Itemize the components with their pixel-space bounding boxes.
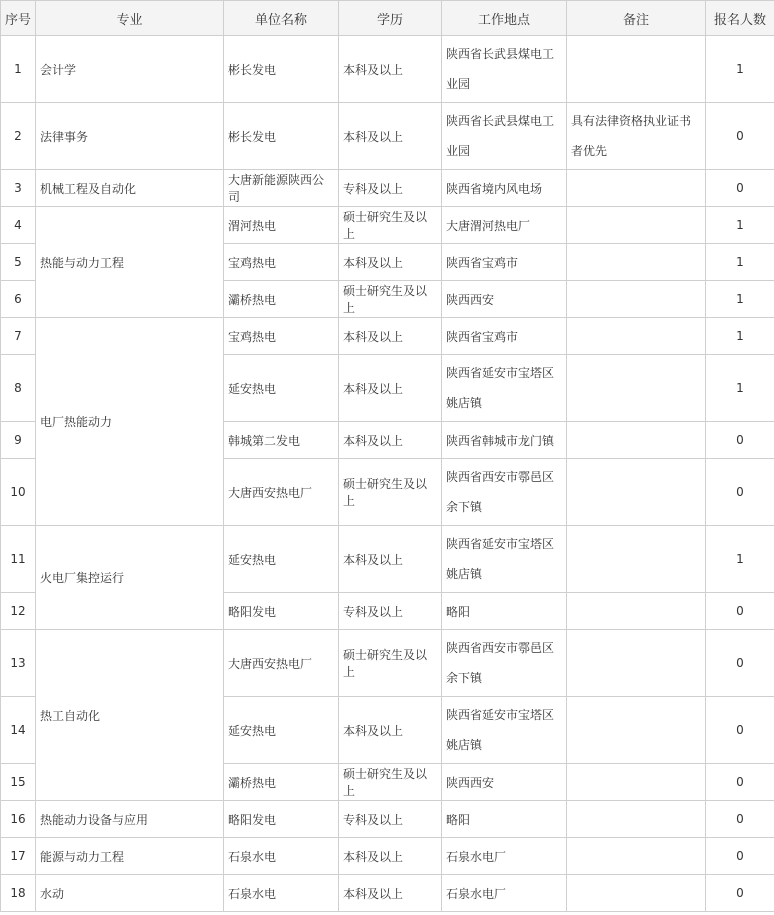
cell-location: 略阳 (442, 801, 567, 838)
cell-note (567, 281, 706, 318)
cell-no: 6 (1, 281, 36, 318)
header-unit: 单位名称 (224, 1, 339, 36)
cell-no: 9 (1, 422, 36, 459)
header-row (1, 1, 774, 36)
cell-count: 0 (706, 838, 774, 875)
cell-note (567, 630, 706, 697)
cell-note (567, 36, 706, 103)
table-row (1, 630, 774, 697)
cell-location: 陕西省延安市宝塔区姚店镇 (442, 526, 567, 593)
cell-unit: 石泉水电 (224, 838, 339, 875)
cell-education: 本科及以上 (339, 103, 442, 170)
cell-count: 0 (706, 593, 774, 630)
cell-count: 0 (706, 764, 774, 801)
cell-education: 本科及以上 (339, 36, 442, 103)
cell-education: 本科及以上 (339, 875, 442, 912)
cell-no: 7 (1, 318, 36, 355)
cell-major: 热能与动力工程 (36, 207, 224, 318)
cell-location: 陕西省长武县煤电工业园 (442, 36, 567, 103)
table-row (1, 875, 774, 912)
cell-count: 1 (706, 207, 774, 244)
cell-location: 石泉水电厂 (442, 875, 567, 912)
cell-unit: 延安热电 (224, 526, 339, 593)
cell-location: 陕西省长武县煤电工业园 (442, 103, 567, 170)
table-row (1, 36, 774, 103)
cell-education: 本科及以上 (339, 697, 442, 764)
cell-note (567, 244, 706, 281)
header-count: 报名人数 (706, 1, 774, 36)
cell-education: 硕士研究生及以上 (339, 207, 442, 244)
cell-major: 热工自动化 (36, 630, 224, 801)
cell-unit: 彬长发电 (224, 36, 339, 103)
cell-education: 本科及以上 (339, 244, 442, 281)
cell-education: 硕士研究生及以上 (339, 281, 442, 318)
cell-no: 4 (1, 207, 36, 244)
cell-count: 0 (706, 875, 774, 912)
cell-major: 机械工程及自动化 (36, 170, 224, 207)
cell-location: 陕西省西安市鄠邑区余下镇 (442, 459, 567, 526)
cell-major: 法律事务 (36, 103, 224, 170)
cell-note (567, 801, 706, 838)
cell-note (567, 875, 706, 912)
cell-location: 略阳 (442, 593, 567, 630)
cell-note (567, 422, 706, 459)
header-note: 备注 (567, 1, 706, 36)
cell-unit: 宝鸡热电 (224, 244, 339, 281)
cell-no: 5 (1, 244, 36, 281)
cell-education: 本科及以上 (339, 422, 442, 459)
cell-no: 3 (1, 170, 36, 207)
cell-note (567, 526, 706, 593)
cell-unit: 延安热电 (224, 697, 339, 764)
cell-major: 水动 (36, 875, 224, 912)
cell-location: 陕西省宝鸡市 (442, 244, 567, 281)
table-row (1, 801, 774, 838)
cell-note (567, 838, 706, 875)
table-row (1, 526, 774, 593)
header-major: 专业 (36, 1, 224, 36)
cell-count: 1 (706, 355, 774, 422)
cell-unit: 大唐新能源陕西公司 (224, 170, 339, 207)
cell-note: 具有法律资格执业证书者优先 (567, 103, 706, 170)
cell-count: 0 (706, 103, 774, 170)
cell-unit: 灞桥热电 (224, 281, 339, 318)
cell-note (567, 207, 706, 244)
cell-unit: 灞桥热电 (224, 764, 339, 801)
cell-location: 大唐渭河热电厂 (442, 207, 567, 244)
cell-location: 陕西省境内风电场 (442, 170, 567, 207)
cell-major: 会计学 (36, 36, 224, 103)
cell-unit: 石泉水电 (224, 875, 339, 912)
cell-education: 专科及以上 (339, 170, 442, 207)
cell-unit: 延安热电 (224, 355, 339, 422)
cell-location: 陕西省韩城市龙门镇 (442, 422, 567, 459)
cell-count: 1 (706, 36, 774, 103)
cell-count: 0 (706, 801, 774, 838)
cell-no: 18 (1, 875, 36, 912)
table-row (1, 207, 774, 244)
cell-major: 能源与动力工程 (36, 838, 224, 875)
cell-no: 2 (1, 103, 36, 170)
cell-unit: 大唐西安热电厂 (224, 630, 339, 697)
cell-major: 电厂热能动力 (36, 318, 224, 526)
cell-no: 17 (1, 838, 36, 875)
cell-no: 16 (1, 801, 36, 838)
cell-education: 本科及以上 (339, 355, 442, 422)
cell-education: 专科及以上 (339, 593, 442, 630)
cell-count: 0 (706, 697, 774, 764)
cell-unit: 彬长发电 (224, 103, 339, 170)
cell-major: 火电厂集控运行 (36, 526, 224, 630)
cell-note (567, 459, 706, 526)
cell-major: 热能动力设备与应用 (36, 801, 224, 838)
cell-count: 1 (706, 318, 774, 355)
header-education: 学历 (339, 1, 442, 36)
cell-count: 0 (706, 170, 774, 207)
cell-no: 13 (1, 630, 36, 697)
cell-education: 硕士研究生及以上 (339, 764, 442, 801)
cell-no: 15 (1, 764, 36, 801)
cell-location: 陕西省延安市宝塔区姚店镇 (442, 697, 567, 764)
cell-note (567, 170, 706, 207)
cell-unit: 大唐西安热电厂 (224, 459, 339, 526)
cell-count: 0 (706, 630, 774, 697)
cell-count: 1 (706, 526, 774, 593)
cell-location: 陕西省宝鸡市 (442, 318, 567, 355)
cell-no: 8 (1, 355, 36, 422)
cell-note (567, 764, 706, 801)
cell-location: 陕西西安 (442, 281, 567, 318)
cell-location: 陕西省延安市宝塔区姚店镇 (442, 355, 567, 422)
cell-no: 12 (1, 593, 36, 630)
cell-unit: 韩城第二发电 (224, 422, 339, 459)
cell-note (567, 593, 706, 630)
cell-no: 14 (1, 697, 36, 764)
cell-count: 0 (706, 422, 774, 459)
cell-unit: 略阳发电 (224, 801, 339, 838)
table-row (1, 103, 774, 170)
cell-unit: 宝鸡热电 (224, 318, 339, 355)
cell-education: 本科及以上 (339, 318, 442, 355)
cell-no: 11 (1, 526, 36, 593)
table-row (1, 170, 774, 207)
cell-education: 专科及以上 (339, 801, 442, 838)
cell-unit: 略阳发电 (224, 593, 339, 630)
cell-location: 石泉水电厂 (442, 838, 567, 875)
cell-note (567, 318, 706, 355)
cell-education: 硕士研究生及以上 (339, 630, 442, 697)
cell-location: 陕西西安 (442, 764, 567, 801)
cell-count: 1 (706, 281, 774, 318)
header-location: 工作地点 (442, 1, 567, 36)
cell-education: 硕士研究生及以上 (339, 459, 442, 526)
table-row (1, 838, 774, 875)
cell-location: 陕西省西安市鄠邑区余下镇 (442, 630, 567, 697)
cell-note (567, 355, 706, 422)
cell-unit: 渭河热电 (224, 207, 339, 244)
cell-count: 1 (706, 244, 774, 281)
cell-no: 1 (1, 36, 36, 103)
cell-note (567, 697, 706, 764)
header-no: 序号 (1, 1, 36, 36)
cell-education: 本科及以上 (339, 838, 442, 875)
table-row (1, 318, 774, 355)
cell-no: 10 (1, 459, 36, 526)
cell-count: 0 (706, 459, 774, 526)
cell-education: 本科及以上 (339, 526, 442, 593)
